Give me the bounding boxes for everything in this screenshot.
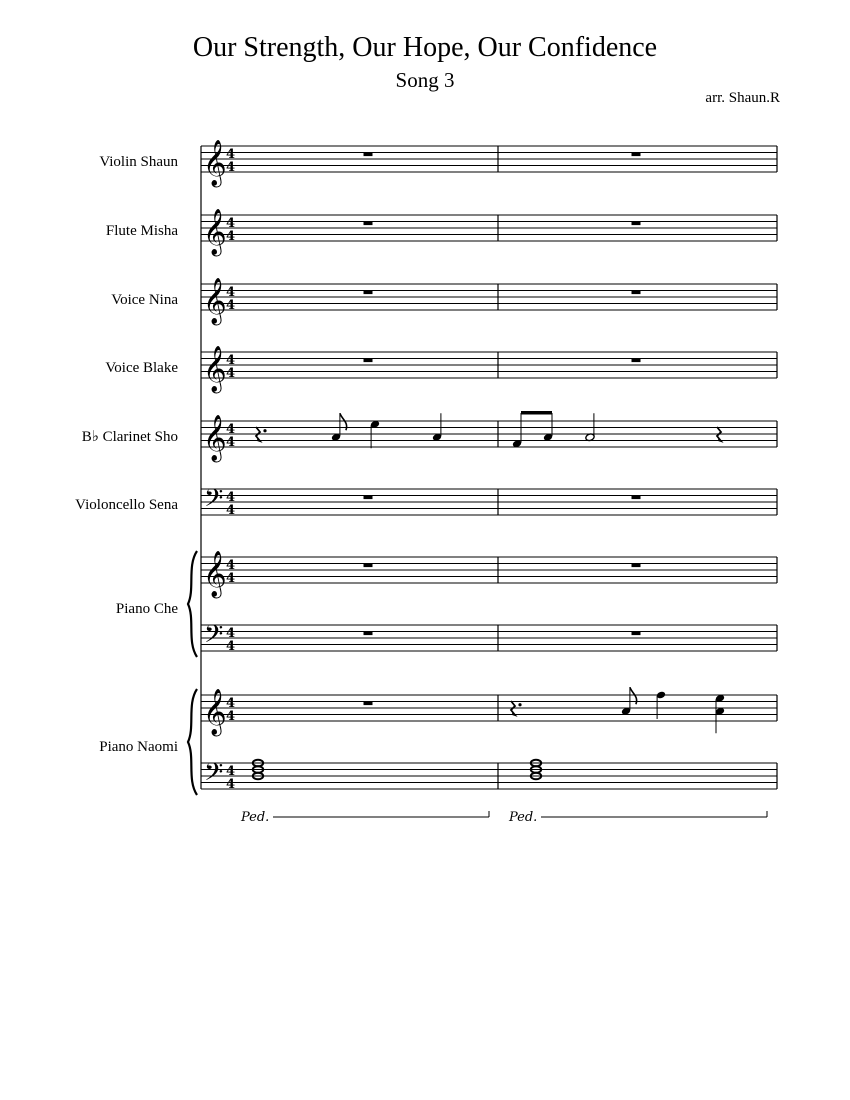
grand-staff-brace <box>188 689 197 795</box>
pedal-marking: Ped. <box>509 810 538 825</box>
instrument-label-voice-nina: Voice Nina <box>111 292 178 308</box>
whole-rest <box>632 359 641 363</box>
time-signature-numerator: 4 <box>226 422 236 437</box>
augmentation-dot <box>518 703 521 706</box>
instrument-label-piano-che: Piano Che <box>115 601 178 617</box>
time-signature-numerator: 4 <box>226 764 236 779</box>
time-signature-numerator: 4 <box>226 285 236 300</box>
treble-clef-icon: 𝄞 <box>203 689 227 735</box>
instrument-label-flute: Flute Misha <box>105 223 178 239</box>
time-signature-numerator: 4 <box>226 696 236 711</box>
whole-rest <box>632 632 641 636</box>
time-signature-numerator: 4 <box>226 626 236 641</box>
whole-rest <box>632 222 641 226</box>
whole-rest <box>364 359 373 363</box>
time-signature-numerator: 4 <box>226 558 236 573</box>
time-signature-denominator: 4 <box>226 229 236 244</box>
time-signature-numerator: 4 <box>226 490 236 505</box>
grand-staff-brace <box>188 551 197 657</box>
time-signature-denominator: 4 <box>226 435 236 450</box>
score-title: Our Strength, Our Hope, Our Confidence <box>192 32 658 63</box>
treble-clef-icon: 𝄞 <box>203 346 227 392</box>
instrument-label-cello: Violoncello Sena <box>75 497 178 513</box>
time-signature-numerator: 4 <box>226 216 236 231</box>
whole-rest <box>364 291 373 295</box>
instrument-label-clarinet: B♭ Clarinet Sho <box>81 429 178 445</box>
time-signature-denominator: 4 <box>226 709 236 724</box>
note-beam <box>521 411 552 415</box>
whole-rest <box>632 496 641 500</box>
whole-rest <box>364 702 373 706</box>
whole-rest <box>364 564 373 568</box>
bass-clef-icon: 𝄢 <box>204 620 224 655</box>
treble-clef-icon: 𝄞 <box>203 209 227 255</box>
instrument-label-violin: Violin Shaun <box>99 154 178 170</box>
whole-rest <box>364 153 373 157</box>
whole-rest <box>632 564 641 568</box>
whole-rest <box>632 291 641 295</box>
treble-clef-icon: 𝄞 <box>203 278 227 324</box>
time-signature-numerator: 4 <box>226 353 236 368</box>
whole-rest <box>364 632 373 636</box>
whole-rest <box>364 496 373 500</box>
time-signature-denominator: 4 <box>226 160 236 175</box>
treble-clef-icon: 𝄞 <box>203 415 227 461</box>
whole-rest <box>364 222 373 226</box>
pedal-marking: Ped. <box>241 810 270 825</box>
instrument-label-piano-naomi: Piano Naomi <box>99 739 178 755</box>
time-signature-denominator: 4 <box>226 571 236 586</box>
score-subtitle: Song 3 <box>395 68 455 92</box>
treble-clef-icon: 𝄞 <box>203 551 227 597</box>
instrument-label-voice-blake: Voice Blake <box>105 360 178 376</box>
arranger-credit: arr. Shaun.R <box>705 90 780 106</box>
treble-clef-icon: 𝄞 <box>203 140 227 186</box>
bass-clef-icon: 𝄢 <box>204 758 224 793</box>
augmentation-dot <box>263 429 266 432</box>
whole-rest <box>632 153 641 157</box>
time-signature-denominator: 4 <box>226 777 236 792</box>
time-signature-denominator: 4 <box>226 503 236 518</box>
time-signature-denominator: 4 <box>226 366 236 381</box>
time-signature-denominator: 4 <box>226 639 236 654</box>
bass-clef-icon: 𝄢 <box>204 484 224 519</box>
time-signature-denominator: 4 <box>226 298 236 313</box>
time-signature-numerator: 4 <box>226 147 236 162</box>
